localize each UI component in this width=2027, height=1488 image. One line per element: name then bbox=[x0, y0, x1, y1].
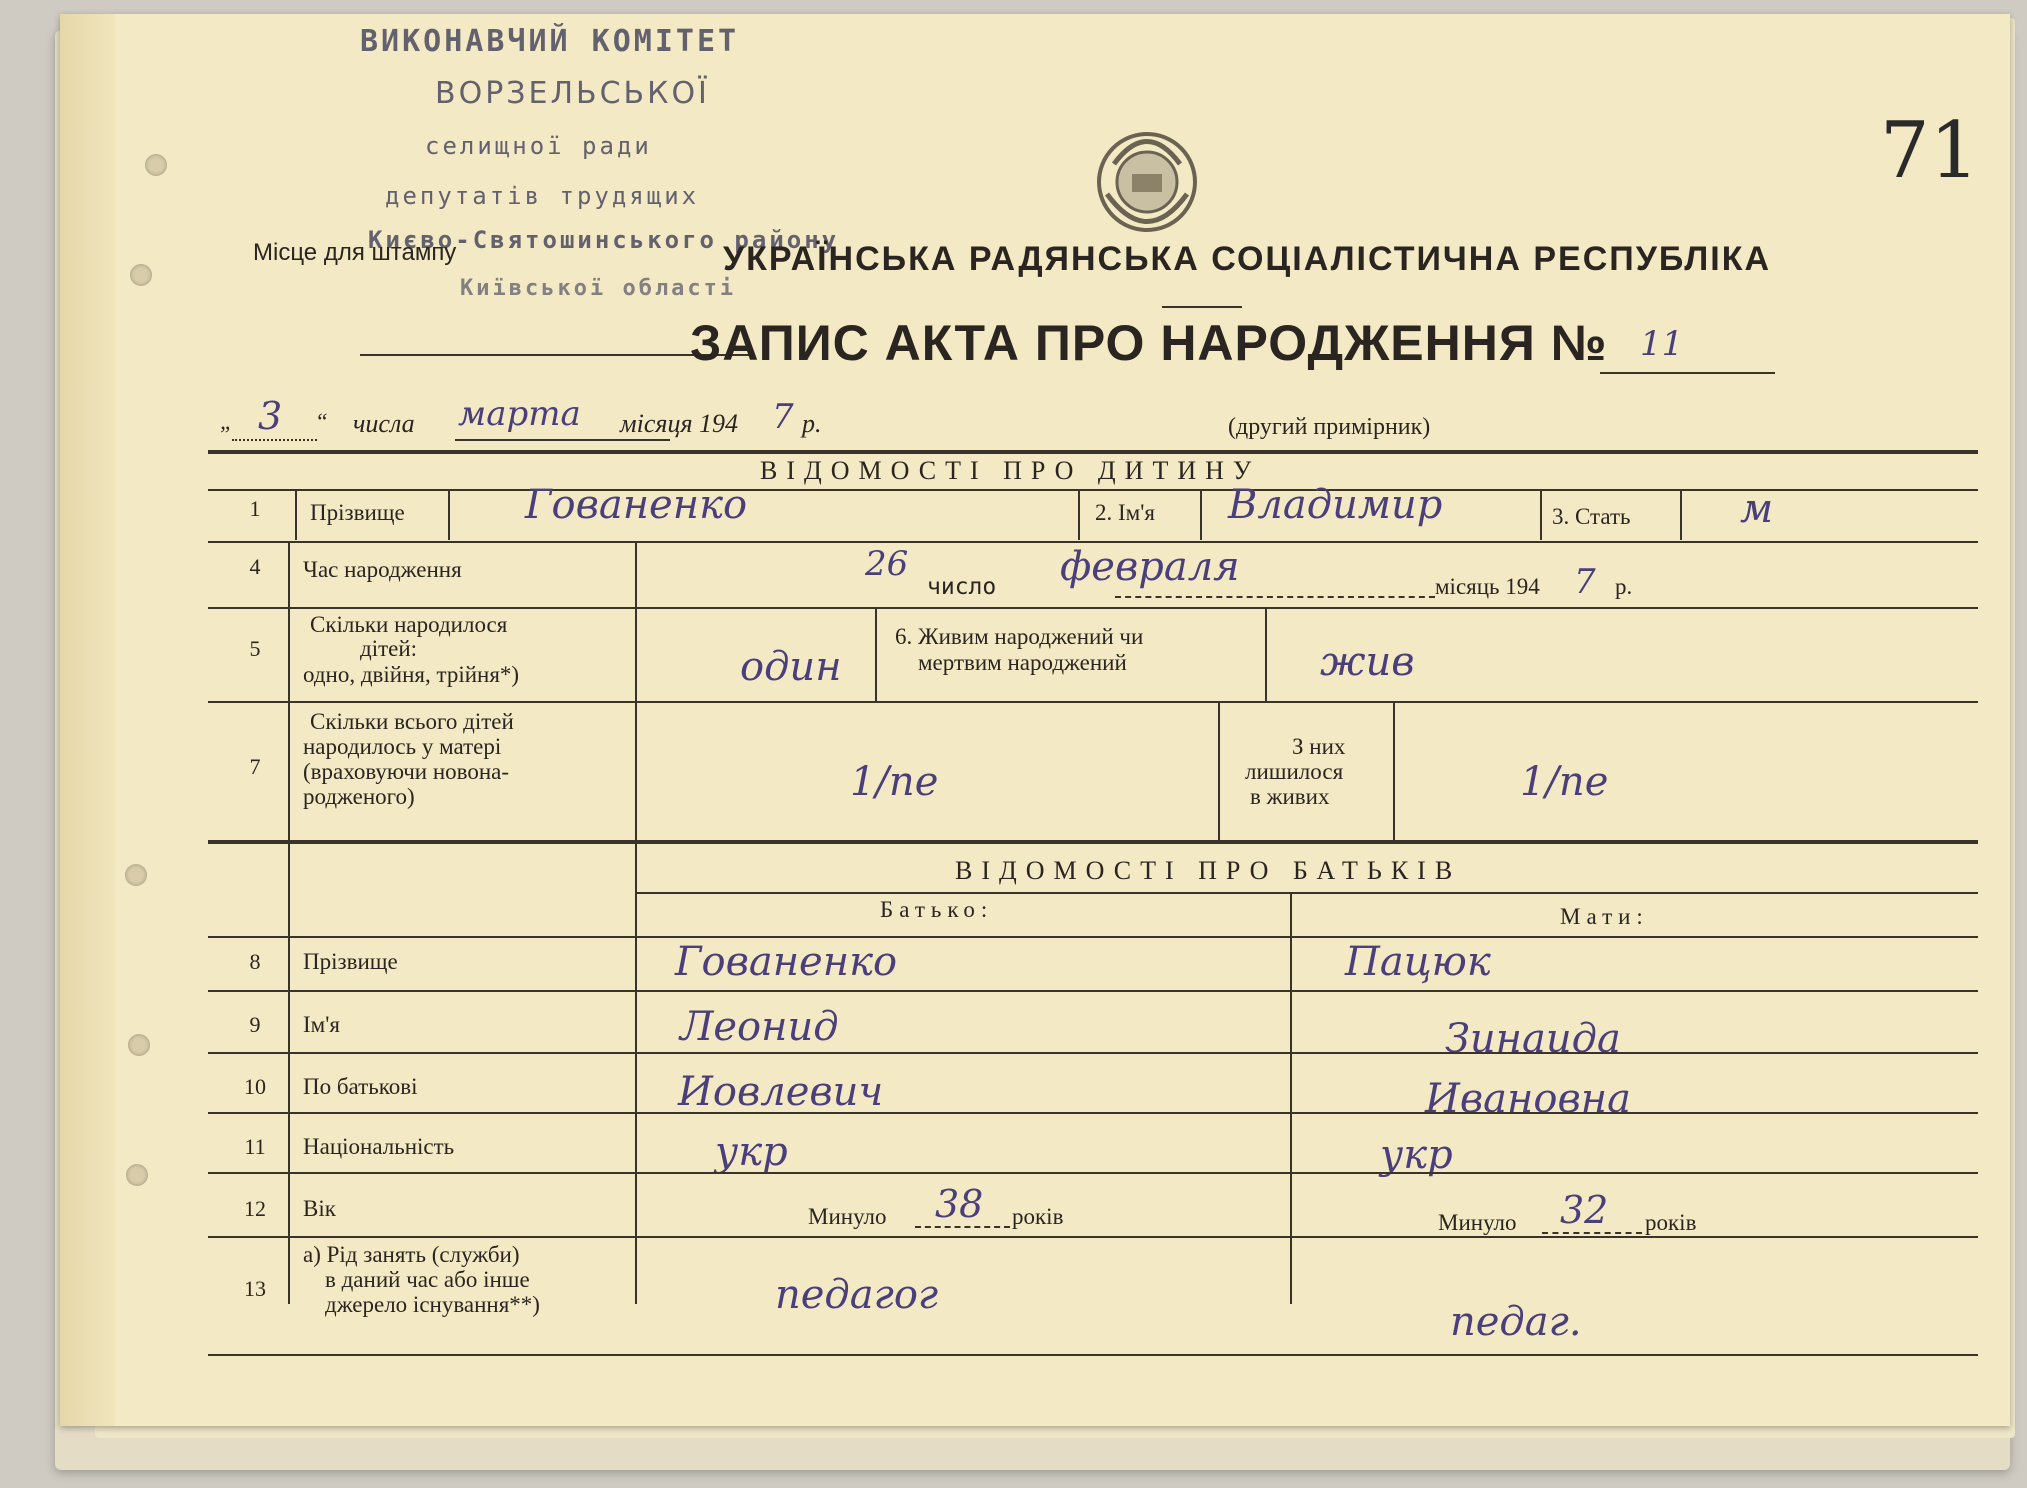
column-rule bbox=[1540, 490, 1542, 540]
live-born: жив bbox=[1320, 639, 1415, 685]
father-header: Батько: bbox=[880, 897, 994, 922]
child-sex-label: 3. Стать bbox=[1552, 504, 1631, 529]
children-count-label: дітей: bbox=[360, 636, 418, 661]
column-rule bbox=[1290, 894, 1292, 1304]
birth-month-label: місяць 194 bbox=[1435, 574, 1540, 599]
alive-label: в живих bbox=[1250, 784, 1330, 809]
father-nationality: укр bbox=[715, 1129, 788, 1175]
occupation-label: в даний час або інше bbox=[325, 1267, 530, 1292]
header-rule bbox=[1162, 306, 1242, 308]
stamp-place-label: Місце для штампу bbox=[253, 239, 457, 266]
birth-year-suffix: р. bbox=[1615, 574, 1633, 599]
punch-hole bbox=[126, 1164, 148, 1186]
mother-header: Мати: bbox=[1560, 904, 1649, 929]
child-name-label: 2. Ім'я bbox=[1095, 500, 1155, 525]
birth-day: 26 bbox=[865, 544, 909, 584]
alive-label: З них bbox=[1292, 734, 1346, 759]
row-number: 5 bbox=[249, 636, 261, 661]
alive-label: лишилося bbox=[1245, 759, 1344, 784]
father-age-prefix: Минуло bbox=[808, 1204, 887, 1229]
column-rule bbox=[295, 490, 297, 540]
row-rule bbox=[208, 541, 1978, 543]
father-age: 38 bbox=[935, 1182, 984, 1226]
row-rule bbox=[208, 1236, 1978, 1238]
row-number: 12 bbox=[244, 1196, 266, 1221]
mother-nationality: укр bbox=[1380, 1132, 1453, 1178]
parent-name-label: Ім'я bbox=[303, 1012, 340, 1037]
section-rule bbox=[208, 840, 1978, 844]
stamp-line: Києво-Святошинського району bbox=[368, 226, 840, 254]
day-close-quote: “ bbox=[315, 409, 328, 434]
birth-month-line bbox=[1115, 596, 1435, 598]
child-surname-label: Прізвище bbox=[310, 500, 405, 525]
column-rule bbox=[1078, 490, 1080, 540]
table-bottom-rule bbox=[208, 1354, 1978, 1356]
day-line bbox=[232, 439, 317, 441]
total-children-label: народилось у матері bbox=[303, 734, 502, 759]
column-rule bbox=[1218, 702, 1220, 840]
column-rule bbox=[1393, 702, 1395, 840]
registration-year-digit: 7 bbox=[772, 397, 794, 437]
mother-age-line bbox=[1542, 1232, 1642, 1234]
column-rule bbox=[1200, 490, 1202, 540]
total-children: 1/пе bbox=[850, 759, 939, 805]
row-number: 13 bbox=[244, 1276, 266, 1301]
row-number: 8 bbox=[249, 949, 261, 974]
stamp-line: ВОРЗЕЛЬСЬКОЇ bbox=[435, 76, 710, 111]
father-surname: Гованенко bbox=[675, 939, 898, 985]
parents-section-header: ВІДОМОСТІ ПРО БАТЬКІВ bbox=[955, 856, 1462, 885]
parent-surname-label: Прізвище bbox=[303, 949, 398, 974]
column-rule bbox=[875, 608, 877, 701]
occupation-label: а) Рід занять (служби) bbox=[303, 1242, 520, 1267]
row-number: 4 bbox=[249, 554, 261, 579]
punch-hole bbox=[128, 1034, 150, 1056]
father-occupation: педагог bbox=[775, 1272, 939, 1318]
child-section-header: ВІДОМОСТІ ПРО ДИТИНУ bbox=[760, 456, 1261, 485]
punch-hole bbox=[130, 264, 152, 286]
column-rule bbox=[1265, 608, 1267, 701]
row-number: 7 bbox=[249, 754, 261, 779]
row-rule bbox=[208, 1112, 1978, 1114]
mother-age: 32 bbox=[1560, 1188, 1609, 1232]
child-sex: м bbox=[1740, 486, 1774, 532]
live-born-label: мертвим народжений bbox=[918, 650, 1127, 675]
child-name: Владимир bbox=[1228, 482, 1443, 528]
copy-note: (другий примірник) bbox=[1228, 414, 1431, 440]
day-open-quote: „ bbox=[220, 409, 233, 434]
row-number: 10 bbox=[244, 1074, 266, 1099]
punch-hole bbox=[125, 864, 147, 886]
mother-age-prefix: Минуло bbox=[1438, 1210, 1517, 1235]
age-label: Вік bbox=[303, 1196, 336, 1221]
row-rule bbox=[208, 990, 1978, 992]
father-patronymic: Иовлевич bbox=[678, 1069, 884, 1115]
father-age-line bbox=[915, 1226, 1010, 1228]
section-rule bbox=[208, 489, 1978, 491]
record-number-line bbox=[1600, 372, 1775, 374]
page-number: 71 bbox=[1880, 106, 1980, 196]
mother-occupation: педаг. bbox=[1450, 1299, 1582, 1345]
column-rule bbox=[448, 490, 450, 540]
alive-children: 1/пе bbox=[1520, 759, 1609, 805]
total-children-label: Скільки всього дітей bbox=[310, 709, 514, 734]
column-rule bbox=[1680, 490, 1682, 540]
children-count: один bbox=[740, 644, 842, 690]
total-children-label: родженого) bbox=[303, 784, 415, 809]
column-rule bbox=[635, 844, 637, 1304]
nationality-label: Національність bbox=[303, 1134, 455, 1159]
month-label: місяця 194 bbox=[620, 409, 739, 438]
column-rule bbox=[288, 844, 290, 1304]
day-label: числа bbox=[353, 409, 415, 438]
year-suffix: р. bbox=[802, 409, 822, 438]
mother-surname: Пацюк bbox=[1345, 939, 1491, 985]
birth-record-form bbox=[60, 14, 2010, 1426]
mother-name: Зинаида bbox=[1445, 1016, 1621, 1062]
row-number: 11 bbox=[244, 1134, 266, 1159]
birth-time-label: Час народження bbox=[303, 557, 462, 582]
registration-day: 3 bbox=[258, 394, 283, 438]
father-age-suffix: років bbox=[1012, 1204, 1064, 1229]
birth-day-label: число bbox=[927, 574, 997, 600]
registration-month: марта bbox=[458, 394, 581, 434]
republic-header: УКРАЇНСЬКА РАДЯНСЬКА СОЦІАЛІСТИЧНА РЕСПУБЛІКА bbox=[723, 240, 1772, 278]
total-children-label: (враховуючи новона- bbox=[303, 759, 510, 784]
row-rule bbox=[208, 1052, 1978, 1054]
birth-month: февраля bbox=[1060, 544, 1240, 590]
birth-year-digit: 7 bbox=[1574, 562, 1596, 602]
stamp-line: депутатів трудящих bbox=[385, 182, 700, 210]
patronymic-label: По батькові bbox=[303, 1074, 418, 1099]
stamp-line: ВИКОНАВЧИЙ КОМІТЕТ bbox=[360, 24, 740, 59]
document-title: ЗАПИС АКТА ПРО НАРОДЖЕННЯ № bbox=[690, 315, 1608, 371]
children-count-label: Скільки народилося bbox=[310, 612, 508, 637]
children-count-label: одно, двійня, трійня*) bbox=[303, 662, 520, 687]
child-surname: Гованенко bbox=[525, 482, 748, 528]
section-rule bbox=[635, 892, 1978, 894]
row-rule bbox=[208, 607, 1978, 609]
table-top-rule bbox=[208, 450, 1978, 454]
row-rule bbox=[208, 701, 1978, 703]
month-line bbox=[455, 439, 670, 441]
coat-of-arms-icon bbox=[1092, 124, 1202, 244]
father-name: Леонид bbox=[680, 1004, 839, 1050]
row-rule bbox=[208, 1172, 1978, 1174]
stamp-line: селищної ради bbox=[425, 132, 652, 160]
mother-patronymic: Ивановна bbox=[1425, 1076, 1631, 1122]
occupation-label: джерело існування**) bbox=[325, 1292, 540, 1317]
row-number: 9 bbox=[249, 1012, 261, 1037]
record-number: 11 bbox=[1640, 324, 1684, 364]
row-number: 1 bbox=[249, 496, 261, 521]
stamp-line: Київської області bbox=[460, 276, 737, 301]
mother-age-suffix: років bbox=[1645, 1210, 1697, 1235]
live-born-label: 6. Живим народжений чи bbox=[895, 624, 1144, 649]
row-rule bbox=[208, 936, 1978, 938]
punch-hole bbox=[145, 154, 167, 176]
